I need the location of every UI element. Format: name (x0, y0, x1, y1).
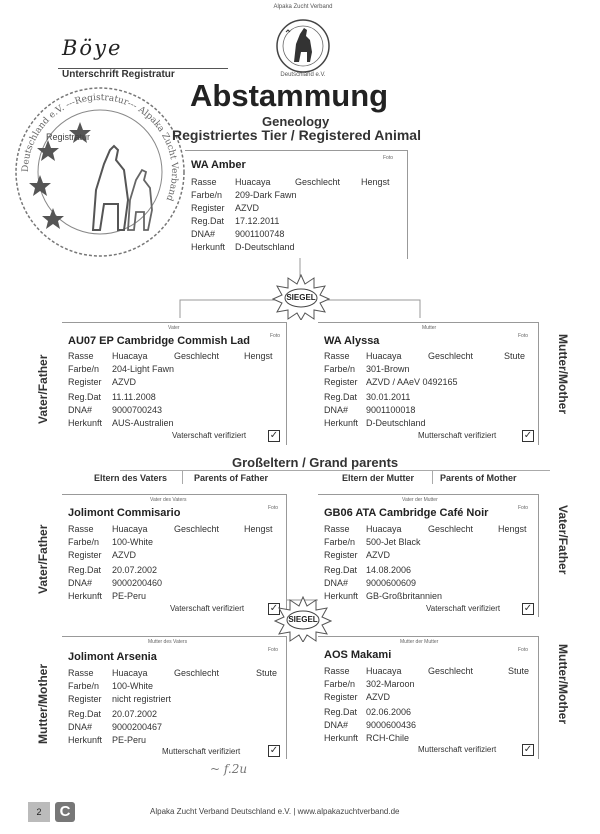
mother-verified-checkbox: ✓ (523, 430, 533, 441)
mother-regdat: 30.01.2011 (366, 392, 411, 402)
father-card (62, 322, 287, 445)
pgm-dna: 9000200467 (112, 722, 163, 732)
pgf-photo-label: Foto (268, 505, 279, 511)
father-verified-checkbox: ✓ (269, 430, 279, 441)
father-dna-label: DNA# (68, 405, 93, 415)
father-regdat-label: Reg.Dat (68, 392, 102, 402)
pgm-regdat: 20.07.2002 (112, 709, 158, 719)
footer-text: Alpaka Zucht Verband Deutschland e.V. | www.alpakazuchtverband.de (150, 807, 400, 816)
mgf-register-label: Register (324, 550, 358, 560)
mgf-register: AZVD (366, 550, 391, 560)
pgf-verified-label: Vaterschaft verifiziert (170, 604, 245, 613)
col-header-eltern-mutter: Eltern der Mutter (342, 473, 415, 483)
father-photo-label: Foto (270, 333, 281, 339)
signature-label: Unterschrift Registratur (62, 69, 175, 80)
rasse-label: Rasse (191, 177, 217, 187)
col-header-parents-father: Parents of Father (194, 473, 269, 483)
father-name: AU07 EP Cambridge Commish Lad (68, 335, 250, 347)
father-herkunft-label: Herkunft (68, 418, 103, 428)
mgm-register-label: Register (324, 692, 358, 702)
animal-register: AZVD (235, 203, 260, 213)
side-label-mother-3: Mutter/Mother (556, 644, 570, 724)
pgm-register-label: Register (68, 694, 102, 704)
father-geschlecht: Hengst (244, 351, 273, 361)
mgf-name: GB06 ATA Cambridge Café Noir (324, 507, 489, 519)
mother-register-label: Register (324, 377, 358, 387)
pgm-rasse: Huacaya (112, 668, 148, 678)
father-herkunft: AUS-Australien (112, 418, 174, 428)
father-small-label: Vater (168, 325, 180, 331)
mother-photo-label: Foto (518, 333, 529, 339)
pgf-regdat-label: Reg.Dat (68, 565, 102, 575)
mgf-verified-checkbox: ✓ (523, 603, 533, 614)
mgm-regdat: 02.06.2006 (366, 707, 412, 717)
pgm-geschlecht-label: Geschlecht (174, 668, 220, 678)
pgm-herkunft: PE-Peru (112, 735, 147, 745)
pgf-herkunft-label: Herkunft (68, 591, 103, 601)
animal-geschlecht: Hengst (361, 177, 390, 187)
pgm-farbe: 100-White (112, 681, 154, 691)
mgm-herkunft-label: Herkunft (324, 733, 359, 743)
mother-rasse: Huacaya (366, 351, 402, 361)
col-header-eltern-vater: Eltern des Vaters (94, 473, 168, 483)
pgm-verified-checkbox: ✓ (269, 745, 279, 756)
col-header-separator-2 (432, 470, 433, 484)
page-title: Abstammung (190, 78, 389, 113)
pgf-regdat: 20.07.2002 (112, 565, 158, 575)
animal-herkunft: D-Deutschland (235, 242, 295, 252)
logo-text-top: Alpaka Zucht Verband (273, 4, 333, 10)
pgf-register: AZVD (112, 550, 137, 560)
pgm-farbe-label: Farbe/n (68, 681, 100, 691)
pgm-photo-label: Foto (268, 647, 279, 653)
father-register-label: Register (68, 377, 102, 387)
mgm-small-label: Mutter der Mutter (400, 639, 439, 645)
animal-dna: 9001100748 (235, 229, 285, 239)
mgf-dna-label: DNA# (324, 578, 349, 588)
col-header-parents-mother: Parents of Mother (440, 473, 517, 483)
mgm-verified-checkbox: ✓ (523, 744, 533, 755)
pgf-geschlecht: Hengst (244, 524, 273, 534)
maternal-grandfather-card (318, 494, 539, 617)
animal-farbe: 209-Dark Fawn (235, 190, 297, 200)
mother-rasse-label: Rasse (324, 351, 350, 361)
pgf-rasse-label: Rasse (68, 524, 94, 534)
grandparents-divider (120, 470, 550, 471)
logo-text-bottom: Deutschland e.V. (280, 72, 326, 78)
mother-register: AZVD / AAeV 0492165 (366, 377, 458, 387)
mgm-rasse-label: Rasse (324, 666, 350, 676)
mgf-small-label: Vater der Mutter (402, 497, 438, 503)
mother-dna: 9001100018 (366, 405, 416, 415)
pgm-small-label: Mutter des Vaters (148, 639, 188, 645)
mgm-verified-label: Mutterschaft verifiziert (418, 745, 497, 754)
pgf-register-label: Register (68, 550, 102, 560)
mother-farbe-label: Farbe/n (324, 364, 356, 374)
side-label-father-1: Vater/Father (36, 354, 50, 424)
mother-name: WA Alyssa (324, 335, 380, 347)
pgf-farbe: 100-White (112, 537, 154, 547)
pgm-herkunft-label: Herkunft (68, 735, 103, 745)
pgm-register: nicht registriert (112, 694, 172, 704)
stamp-label: Registratur (46, 132, 91, 142)
mgm-farbe-label: Farbe/n (324, 679, 356, 689)
mother-farbe: 301-Brown (366, 364, 410, 374)
animal-regdat: 17.12.2011 (235, 216, 280, 226)
father-verified-label: Vaterschaft verifiziert (172, 431, 247, 440)
father-rasse-label: Rasse (68, 351, 94, 361)
mgm-dna-label: DNA# (324, 720, 349, 730)
mgm-rasse: Huacaya (366, 666, 402, 676)
side-label-father-3: Vater/Father (556, 505, 570, 575)
pgm-regdat-label: Reg.Dat (68, 709, 102, 719)
mgm-geschlecht: Stute (508, 666, 530, 676)
pgf-small-label: Vater des Vaters (150, 497, 187, 503)
mgm-regdat-label: Reg.Dat (324, 707, 358, 717)
mgf-geschlecht-label: Geschlecht (428, 524, 474, 534)
registrar-signature: Böye (62, 36, 123, 60)
mgf-dna: 9000600609 (366, 578, 417, 588)
mother-regdat-label: Reg.Dat (324, 392, 358, 402)
pgf-rasse: Huacaya (112, 524, 148, 534)
page-subtitle: Geneology (262, 114, 330, 129)
pgm-geschlecht: Stute (256, 668, 278, 678)
grandparents-title: Großeltern / Grand parents (232, 455, 399, 470)
mgf-herkunft-label: Herkunft (324, 591, 359, 601)
father-rasse: Huacaya (112, 351, 148, 361)
mgf-farbe-label: Farbe/n (324, 537, 356, 547)
dna-label: DNA# (191, 229, 216, 239)
paternal-grandfather-card (62, 494, 287, 617)
mgf-rasse: Huacaya (366, 524, 402, 534)
father-regdat: 11.11.2008 (112, 392, 156, 402)
handwritten-scribble: ~ f.2u (210, 762, 248, 776)
side-label-father-2: Vater/Father (36, 524, 50, 594)
registered-animal-heading: Registriertes Tier / Registered Animal (172, 127, 421, 143)
paternal-grandmother-card (62, 636, 287, 759)
mgm-geschlecht-label: Geschlecht (428, 666, 474, 676)
mgf-rasse-label: Rasse (324, 524, 350, 534)
father-dna: 9000700243 (112, 405, 163, 415)
pgf-verified-checkbox: ✓ (269, 603, 279, 614)
animal-rasse: Huacaya (235, 177, 271, 187)
mother-card (318, 322, 539, 445)
mother-dna-label: DNA# (324, 405, 349, 415)
mother-herkunft-label: Herkunft (324, 418, 359, 428)
mgm-name: AOS Makami (324, 649, 392, 661)
pgf-dna-label: DNA# (68, 578, 93, 588)
mgf-regdat: 14.08.2006 (366, 565, 412, 575)
father-geschlecht-label: Geschlecht (174, 351, 220, 361)
mother-herkunft: D-Deutschland (366, 418, 426, 428)
regdat-label: Reg.Dat (191, 216, 225, 226)
mgf-herkunft: GB-Großbritannien (366, 591, 443, 601)
mgm-photo-label: Foto (518, 647, 529, 653)
mgf-regdat-label: Reg.Dat (324, 565, 358, 575)
pgf-geschlecht-label: Geschlecht (174, 524, 220, 534)
pgf-dna: 9000200460 (112, 578, 163, 588)
mgf-geschlecht: Hengst (498, 524, 527, 534)
mgf-photo-label: Foto (518, 505, 529, 511)
geschlecht-label: Geschlecht (295, 177, 341, 187)
mgf-verified-label: Vaterschaft verifiziert (426, 604, 501, 613)
stamp-ring-text: Deutschland e.V. ---Registratur--- Alpaka Zucht Verband (20, 92, 180, 203)
father-register: AZVD (112, 377, 137, 387)
copyright-icon: C (55, 802, 75, 822)
farbe-label: Farbe/n (191, 190, 223, 200)
register-label: Register (191, 203, 225, 213)
photo-label: Foto (383, 155, 394, 161)
mgm-dna: 9000600436 (366, 720, 417, 730)
pgm-verified-label: Mutterschaft verifiziert (162, 747, 241, 756)
page-number: 2 (28, 802, 50, 822)
maternal-grandmother-card (318, 636, 539, 759)
mother-small-label: Mutter (422, 325, 437, 331)
mgm-register: AZVD (366, 692, 391, 702)
animal-name: WA Amber (191, 159, 246, 171)
pgf-name: Jolimont Commisario (68, 507, 181, 519)
pgm-name: Jolimont Arsenia (68, 651, 157, 663)
mgm-farbe: 302-Maroon (366, 679, 415, 689)
pgm-rasse-label: Rasse (68, 668, 94, 678)
pgm-dna-label: DNA# (68, 722, 93, 732)
pgf-herkunft: PE-Peru (112, 591, 147, 601)
seal-label: SIEGEL (286, 293, 316, 302)
mgf-farbe: 500-Jet Black (366, 537, 421, 547)
mother-geschlecht: Stute (504, 351, 526, 361)
herkunft-label: Herkunft (191, 242, 226, 252)
seal-badge (272, 274, 330, 320)
side-label-mother-1: Mutter/Mother (556, 334, 570, 414)
col-header-separator (182, 470, 183, 484)
father-farbe-label: Farbe/n (68, 364, 100, 374)
side-label-mother-2: Mutter/Mother (36, 664, 50, 744)
mgm-herkunft: RCH-Chile (366, 733, 410, 743)
seal-label-2: SIEGEL (288, 615, 318, 624)
mother-geschlecht-label: Geschlecht (428, 351, 474, 361)
pgf-farbe-label: Farbe/n (68, 537, 100, 547)
father-farbe: 204-Light Fawn (112, 364, 175, 374)
mother-verified-label: Mutterschaft verifiziert (418, 431, 497, 440)
